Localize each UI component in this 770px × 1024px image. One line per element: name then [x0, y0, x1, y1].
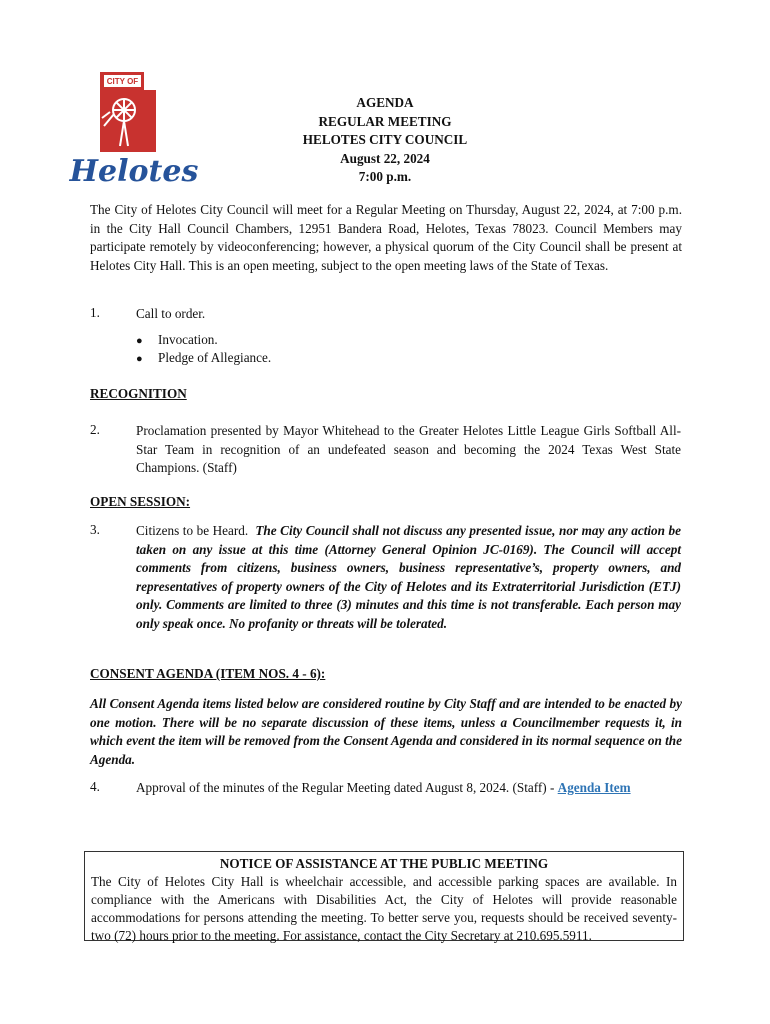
item-3-emphasis: The City Council shall not discuss any presented issue, nor may any action be taken on any issue at this time (Attorney General Opinion JC-0169). The Council will accept comments from citizens, business owners, business representative’s, property owners, and representatives of property owners of the City of Helotes and its Extraterritorial Jurisdiction (ETJ) only. Comments are limited to three (3) minutes and this time is not transferable. Each person may only speak once. No profanity or threats will be tolerated. [136, 523, 682, 631]
item-1-text: Call to order. [136, 306, 206, 321]
notice-box [84, 851, 684, 941]
header-title: AGENDA [356, 95, 414, 110]
item-2-text: Proclamation presented by Mayor Whitehead to the Greater Helotes Little League Girls Softball All-Star Team in recognition of an undefeated season and becoming the 2024 Texas West State Champions. (Staff) [136, 423, 681, 476]
recognition-heading: RECOGNITION [90, 386, 187, 401]
notice-body: The City of Helotes City Hall is wheelchair accessible, and accessible parking spaces are available. In compliance with the Americans with Disabilities Act, the City of Helotes will provide reasonable accommodations for persons attending the meeting. To better serve you, requests should be received seventy-two (72) hours prior to the meeting. For assistance, contact the City Secretary at 210.695.5911. [91, 874, 677, 943]
item-4-text [136, 779, 681, 798]
city-logo-graphic [69, 70, 199, 189]
agenda-item-link[interactable]: Agenda Item [557, 780, 631, 795]
item-1-number: 1. [90, 305, 100, 320]
bullet-label: Invocation. [158, 332, 218, 347]
bullet-label: Pledge of Allegiance. [158, 350, 272, 365]
item-3-text [136, 522, 681, 634]
bullet-icon: ● [136, 335, 143, 347]
item-3-number: 3. [90, 522, 100, 537]
intro-paragraph: The City of Helotes City Council will meet for a Regular Meeting on Thursday, August 22, 2024, at 7:00 p.m. in the City Hall Council Chambers, 12951 Bandera Road, Helotes, Texas 78023. Council Members may participate remotely by videoconferencing; however, a physical quorum of the City Council shall be present at Helotes City Hall. This is an open meeting, subject to the open meeting laws of the State of Texas. [90, 202, 682, 273]
item-3-lead: Citizens to be Heard. [136, 523, 249, 538]
consent-note: All Consent Agenda items listed below are considered routine by City Staff and are intended to be enacted by one motion. There will be no separate discussion of these items, unless a Councilmember requests it, in which event the item will be removed from the Consent Agenda and considered in its normal sequence on the Agenda. [90, 696, 682, 767]
header-body: HELOTES CITY COUNCIL [302, 132, 468, 147]
bullet-icon: ● [136, 353, 143, 365]
item-2-number: 2. [90, 422, 100, 437]
open-session-heading: OPEN SESSION: [90, 494, 191, 509]
item-4-number: 4. [90, 779, 100, 794]
agenda-header [240, 94, 530, 187]
notice-title: NOTICE OF ASSISTANCE AT THE PUBLIC MEETING [219, 856, 549, 871]
header-date: August 22, 2024 [340, 150, 430, 166]
bullet-invocation [136, 332, 218, 348]
consent-heading: CONSENT AGENDA (ITEM NOS. 4 - 6): [90, 666, 326, 681]
item-4-desc: Approval of the minutes of the Regular Meeting dated August 8, 2024. (Staff) - [136, 780, 558, 795]
header-meeting-type: REGULAR MEETING [318, 113, 452, 129]
logo-top-text: CITY OF [106, 77, 139, 86]
logo-name: Helotes [69, 154, 199, 189]
bullet-pledge [136, 350, 271, 366]
header-time: 7:00 p.m. [358, 169, 412, 184]
city-logo [69, 70, 199, 189]
